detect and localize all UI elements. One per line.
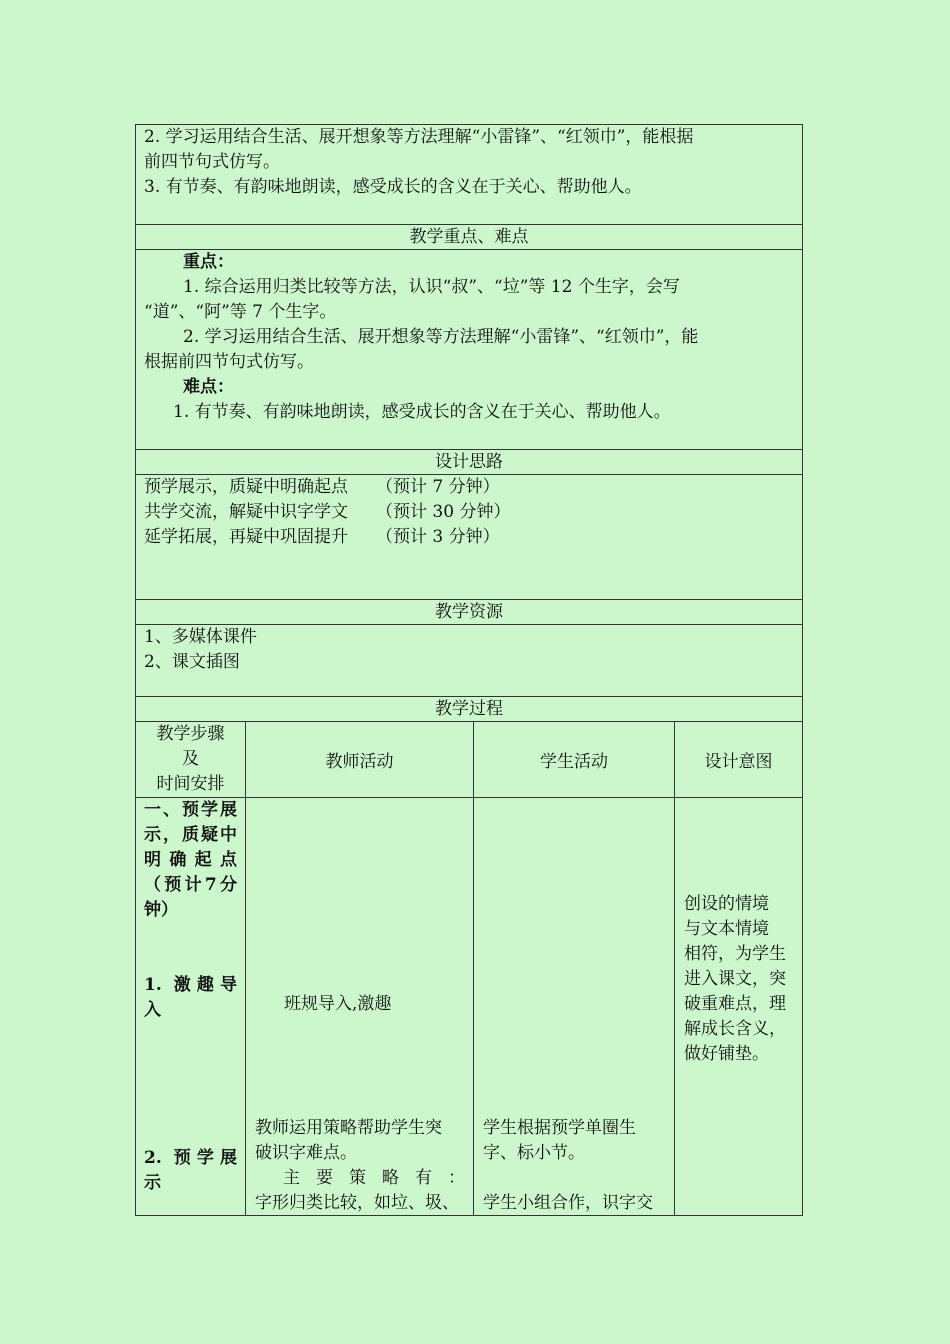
focus-2-line-a: 2. 学习运用结合生活、展开想象等方法理解“小雷锋”、“红领巾”，能 bbox=[183, 327, 699, 347]
design-intent: 创设的情境 与文本情境 相符，为学生 进入课文，突 破重难点，理 解成长含义， 做好铺垫。 bbox=[684, 894, 786, 1064]
intent-cell bbox=[675, 798, 803, 1216]
objectives-cell bbox=[136, 125, 803, 225]
objective-2-line-a: 2. 学习运用结合生活、展开想象等方法理解“小雷锋”、“红领巾”，能根据 bbox=[144, 127, 694, 147]
resource-item: 1、多媒体课件 bbox=[144, 627, 257, 647]
focus-1-line-a: 1. 综合运用归类比较等方法，认识“叔”、“垃”等 12 个生字，会写 bbox=[183, 277, 680, 297]
resource-item: 2、课文插图 bbox=[144, 652, 240, 672]
design-header bbox=[136, 450, 803, 475]
lesson-plan-table bbox=[135, 124, 803, 1216]
objective-3: 3. 有节奏、有韵味地朗读，感受成长的含义在于关心、帮助他人。 bbox=[144, 177, 642, 197]
keypoints-title: 教学重点、难点 bbox=[409, 227, 529, 247]
process-title: 教学过程 bbox=[435, 699, 503, 719]
difficulty-label: 难点： bbox=[183, 377, 234, 397]
design-title: 设计思路 bbox=[435, 452, 503, 472]
teacher-activity-2: 教师运用策略帮助学生突 破识字难点。 主要策略有： 字形归类比较，如垃、圾、 bbox=[255, 1118, 465, 1213]
design-item: 预学展示，质疑中明确起点 （预计 7 分钟） bbox=[144, 477, 500, 497]
step-1: 1. 激趣导 入 bbox=[144, 975, 237, 1020]
step-2: 2. 预学展 示 bbox=[144, 1148, 237, 1193]
col-steps-header: 教学步骤 及 时间安排 bbox=[136, 722, 246, 798]
col-student-header: 学生活动 bbox=[474, 722, 675, 798]
resources-title: 教学资源 bbox=[435, 602, 503, 622]
design-cell bbox=[136, 475, 803, 600]
resources-cell bbox=[136, 625, 803, 697]
focus-1-line-b: “道”、“阿”等 7 个生字。 bbox=[144, 302, 337, 322]
objective-2-line-b: 前四节句式仿写。 bbox=[144, 152, 280, 172]
section-1: 一、预学展 示，质疑中 明确起点 （预计7分 钟） bbox=[144, 800, 237, 920]
teacher-activity-1: 班规导入,激趣 bbox=[284, 994, 392, 1014]
process-header bbox=[136, 697, 803, 722]
focus-label: 重点： bbox=[183, 252, 234, 272]
teacher-cell bbox=[246, 798, 474, 1216]
col-intent-header: 设计意图 bbox=[675, 722, 803, 798]
student-cell bbox=[474, 798, 675, 1216]
steps-cell bbox=[136, 798, 246, 1216]
design-item: 共学交流，解疑中识字学文 （预计 30 分钟） bbox=[144, 502, 511, 522]
keypoints-header bbox=[136, 225, 803, 250]
focus-2-line-b: 根据前四节句式仿写。 bbox=[144, 352, 314, 372]
design-item: 延学拓展，再疑中巩固提升 （预计 3 分钟） bbox=[144, 527, 500, 547]
student-activity-2: 学生根据预学单圈生 字、标小节。 学生小组合作，识字交 bbox=[483, 1118, 653, 1213]
difficulty-1: 1. 有节奏、有韵味地朗读，感受成长的含义在于关心、帮助他人。 bbox=[173, 402, 671, 422]
resources-header bbox=[136, 600, 803, 625]
col-teacher-header: 教师活动 bbox=[246, 722, 474, 798]
keypoints-cell bbox=[136, 250, 803, 450]
